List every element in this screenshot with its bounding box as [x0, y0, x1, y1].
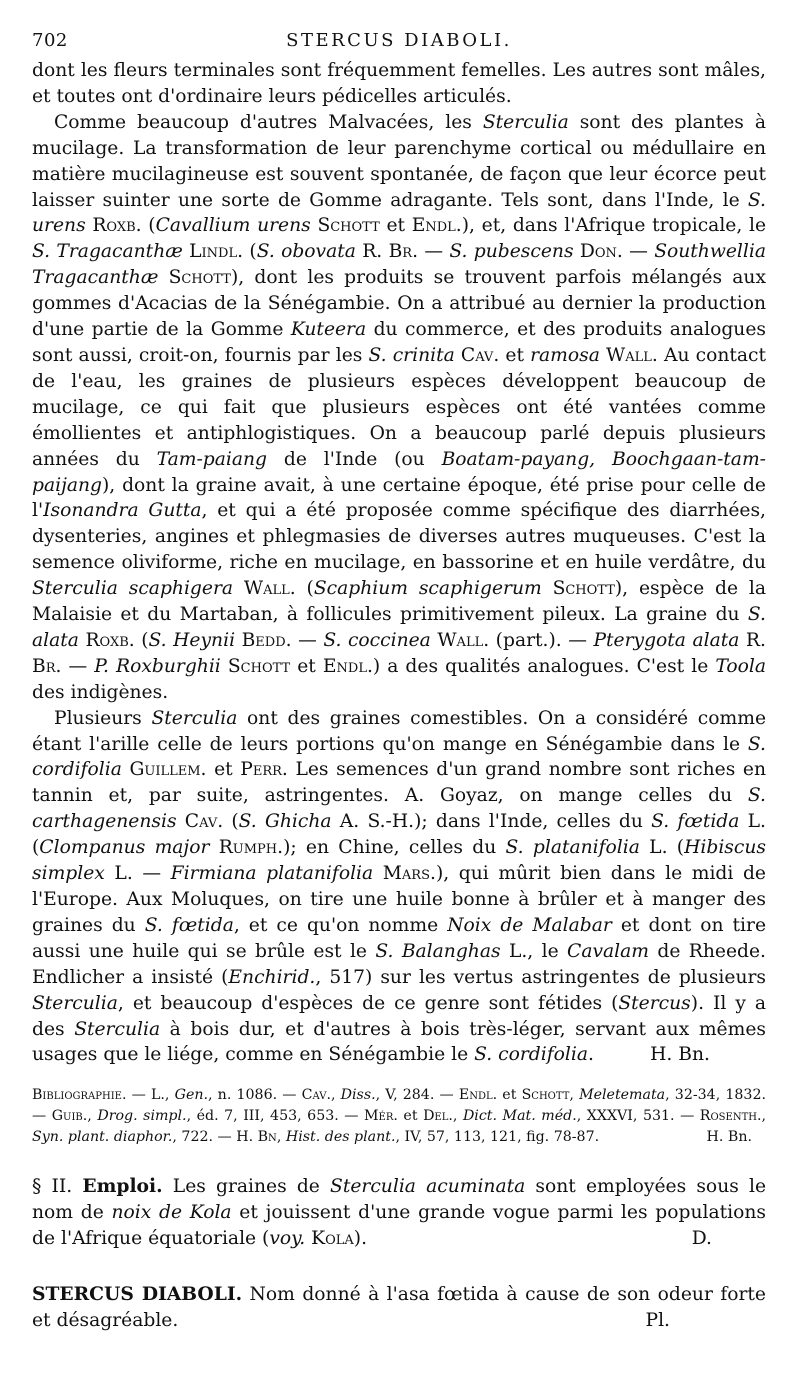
text-run	[177, 811, 185, 832]
text-run-small-caps: Cav.	[460, 344, 500, 366]
text-run-small-caps: Schott	[521, 1087, 570, 1104]
text-run-italic: S. coccinea	[323, 629, 431, 651]
text-run: à bois dur, et d'autres à bois très-léger, servant aux mêmes usages que le liége, comme en Sénégambie le	[32, 1018, 766, 1066]
text-run-italic: S. Ghicha	[238, 811, 332, 833]
text-run: ) a des qualités analogues. C'est le	[372, 655, 716, 677]
text-run: ,	[276, 1129, 286, 1146]
text-run: de l'Inde (ou	[267, 448, 442, 470]
text-run-small-caps: Schott	[552, 578, 615, 600]
text-run-italic: Drog. simpl.	[97, 1108, 187, 1125]
text-run-italic: S. urens	[32, 189, 766, 237]
text-run: , XXXVI, 531. —	[576, 1108, 700, 1125]
bibliography	[32, 1085, 766, 1148]
text-run-italic: Syn. plant. diaphor.	[32, 1129, 173, 1146]
page-number: 702	[32, 30, 68, 51]
text-run: et dont on tire aussi une huile qui se brûle est le	[32, 914, 767, 962]
text-run: Plusieurs	[54, 707, 152, 729]
text-run: R.	[739, 629, 766, 651]
text-run: , V, 284. —	[375, 1087, 459, 1104]
text-run: (	[295, 578, 314, 600]
text-run-italic: Sterculia	[74, 1018, 161, 1040]
text-run-italic: Diss.	[340, 1087, 376, 1104]
text-run: ), dont la graine avait, à une certaine époque, été prise pour celle de l'	[32, 474, 766, 522]
text-run-italic: S. fœtida	[651, 811, 740, 833]
bibliography-signature: H. Bn.	[706, 1129, 752, 1146]
text-run-small-caps: Lindl.	[189, 241, 244, 263]
text-run: et	[497, 1087, 522, 1104]
text-run	[209, 837, 218, 858]
text-run: ,	[761, 1108, 766, 1125]
text-run-italic: P. Roxburghii	[94, 655, 221, 677]
author-signature: H. Bn.	[650, 1044, 710, 1066]
text-run: , éd. 7, III, 453, 653. —	[186, 1108, 365, 1125]
text-run-italic: Hist. des plant.	[285, 1129, 396, 1146]
text-run-italic: Cavalam	[567, 940, 650, 962]
text-run	[158, 267, 168, 288]
text-run: et	[206, 759, 241, 781]
text-run-italic: S. alata	[32, 604, 766, 651]
text-run: Nom donné à l'asa fœtida à cause de son odeur forte et désagréable.	[32, 1284, 766, 1331]
text-run: et	[379, 215, 412, 237]
text-run-small-caps: Perr.	[240, 759, 288, 781]
text-run-italic: S. carthagenensis	[32, 785, 766, 833]
text-run: —	[61, 655, 95, 677]
text-run-small-caps: Mars.	[382, 863, 436, 885]
text-run: et	[499, 344, 531, 366]
section-emploi-text	[32, 1176, 766, 1249]
text-run: L., le	[500, 940, 568, 962]
text-run: , et beaucoup d'espèces de ce genre sont fétides (	[117, 992, 619, 1014]
text-run-italic: Scaphium scaphigerum	[313, 578, 542, 600]
text-run: ), espèce de la Malaisie et du Martaban, à follicules primitivement pileux. La graine du	[32, 578, 766, 626]
text-run-italic: Enchirid.	[228, 966, 316, 988]
text-run: sont des plantes à mucilage. La transformation de leur parenchyme cortical ou médullaire en matière mucilagineuse est souvent spontanée, de façon que leur écorce peut laisser suinter une sorte de Gomme adragante. Tels sont, dans l'Inde, le	[32, 111, 766, 211]
text-run-italic: S. Balanghas	[375, 940, 501, 962]
text-run-small-caps: Cav.	[301, 1087, 331, 1104]
text-run-italic: Southwellia Tragacanthæ	[32, 241, 766, 289]
text-run: ont des graines comestibles. On a considéré comme étant l'arille celle de leurs portions qu'on mange en Sénégambie dans le	[32, 707, 766, 755]
dictionary-entry	[32, 1282, 766, 1334]
text-run-small-caps: Schott	[168, 267, 231, 289]
text-run-italic: Sterculia	[32, 992, 118, 1014]
text-run-italic: Firmiana platanifolia	[170, 863, 374, 885]
entry-signature: Pl.	[645, 1309, 670, 1331]
text-run-italic: Hibiscus simplex	[32, 837, 766, 885]
text-run: ,	[569, 1087, 580, 1104]
text-run: L. —	[104, 863, 171, 885]
text-run: R.	[355, 241, 389, 263]
text-run-italic: S. cordifolia	[32, 733, 766, 781]
text-run-small-caps: Guib.	[51, 1108, 88, 1125]
text-run: et	[397, 1108, 424, 1125]
text-run-small-caps: Endl.	[322, 655, 373, 677]
paragraph-2	[32, 110, 766, 706]
text-run-italic: voy.	[269, 1228, 306, 1250]
text-run: , IV, 57, 113, 121, fig. 78-87.	[395, 1129, 600, 1146]
text-run	[373, 863, 383, 884]
text-run-italic: Noix de Malabar	[447, 914, 612, 936]
article-body	[32, 58, 766, 1068]
text-run-italic: Dict. Mat. méd.	[462, 1108, 577, 1125]
text-run-italic: Meletemata	[579, 1087, 666, 1104]
text-run: ).	[353, 1228, 368, 1250]
text-run-italic: Sterculia scaphigera	[32, 578, 234, 600]
text-run: A. S.-H.); dans l'Inde, celles du	[331, 811, 652, 833]
running-header	[32, 22, 766, 58]
text-run-small-caps: Endl.	[458, 1087, 498, 1104]
text-run: , et ce qu'on nomme	[233, 914, 448, 936]
text-run-italic: Isonandra Gutta	[43, 500, 202, 522]
text-run: Les graines de	[162, 1176, 331, 1198]
text-run-italic: S. crinita	[368, 344, 455, 366]
text-run: (	[134, 629, 149, 651]
text-run-italic: Boatam-payang, Boochgaan-tam-paijang	[32, 448, 766, 496]
text-run-small-caps: Don.	[579, 241, 623, 263]
text-run-italic: S. platanifolia	[505, 837, 640, 859]
text-run: — L.,	[126, 1087, 175, 1104]
section-signature: D.	[691, 1228, 712, 1250]
text-run: et	[290, 655, 323, 677]
text-run-italic: Tam-paiang	[156, 448, 268, 470]
text-run: sont employées sous le nom de	[32, 1176, 767, 1224]
text-run-small-caps: Cav.	[184, 811, 224, 833]
text-run	[233, 578, 244, 599]
text-run-small-caps: Guillem.	[129, 759, 207, 781]
text-run: dont les fleurs terminales sont fréquemment femelles. Les autres sont mâles, et toutes ont d'ordinaire leurs pédicelles articulés.	[32, 60, 766, 107]
text-run: ), et, dans l'Afrique tropicale, le	[461, 215, 767, 237]
text-run: L. (	[639, 837, 685, 859]
text-run	[221, 656, 228, 677]
text-run-italic: Stercus	[618, 992, 691, 1014]
text-run-italic: Cavallium urens	[155, 215, 311, 237]
text-run-italic: Gen.	[174, 1087, 208, 1104]
text-run: Comme beaucoup d'autres Malvacées, les	[54, 111, 483, 133]
text-run: —	[622, 241, 655, 263]
text-run: (	[223, 811, 239, 833]
text-run: ), dont les produits se trouvent parfois mélangés aux gommes d'Acacias de la Sénégambie. On a attribué au dernier la production d'une partie de la Gomme	[32, 267, 766, 341]
text-run-bold: Emploi.	[82, 1175, 163, 1198]
text-run-italic: S. cordifolia	[474, 1044, 588, 1066]
running-head-title: STERCUS DIABOLI.	[286, 30, 512, 51]
text-run-italic: Toola	[715, 655, 766, 677]
text-run: L. (	[32, 811, 766, 859]
bibliography-text	[32, 1087, 766, 1145]
text-run-small-caps: Rosenth.	[699, 1108, 762, 1125]
text-run: du commerce, et des produits analogues sont aussi, croit-on, fournis par les	[32, 319, 766, 366]
text-run: des indigènes.	[32, 681, 169, 703]
paragraph-3-text	[32, 708, 766, 1066]
text-run-bold: STERCUS DIABOLI.	[32, 1283, 243, 1306]
text-run: ,	[452, 1108, 463, 1125]
text-run: , et qui a été proposée comme spécifique des diarrhées, dysenteries, angines et phlegmasies de diverses autres muqueuses. C'est la semence oliviforme, riche en mucilage, en bassorine et en huile verdâtre, du	[32, 500, 766, 574]
text-run-small-caps: Br.	[32, 655, 62, 677]
text-run-italic: Pterygota alata	[593, 629, 740, 651]
text-run-italic: Kuteera	[290, 319, 367, 341]
text-run-small-caps: Endl.	[411, 215, 462, 237]
text-run-italic: ramosa	[530, 344, 600, 366]
text-run	[542, 578, 553, 599]
text-run: Les semences d'un grand nombre sont riches en tannin et, par suite, astringentes. A. Goyaz, on mange celles du	[32, 759, 766, 807]
text-run: ,	[330, 1087, 341, 1104]
text-run: .	[587, 1044, 594, 1066]
text-run-small-caps: Roxb.	[92, 215, 142, 237]
text-run: ), qui mûrit bien dans le midi de l'Europe. Aux Moluques, on tire une huile bonne à brûler et à manger des graines du	[32, 863, 766, 936]
text-run: (part.). —	[489, 629, 594, 651]
text-run-small-caps: Wall.	[437, 629, 490, 651]
text-run-italic: Sterculia	[482, 111, 569, 133]
text-run-small-caps: Br.	[388, 241, 419, 263]
text-run-small-caps: Schott	[227, 655, 291, 677]
text-run-italic: Sterculia	[151, 707, 238, 729]
text-run: et jouissent d'une grande vogue parmi les populations de l'Afrique équatoriale (	[32, 1202, 766, 1250]
text-run-small-caps: Schott	[317, 215, 380, 237]
text-run-small-caps: Rumph.	[218, 837, 284, 859]
text-run: ); en Chine, celles du	[283, 837, 506, 859]
text-run-italic: noix de Kola	[111, 1202, 232, 1224]
text-run: , 722. — H.	[172, 1129, 258, 1146]
text-run-small-caps: Wall.	[243, 578, 296, 600]
text-run: , 517) sur les vertus astringentes de plusieurs	[315, 966, 767, 988]
text-run: Au contact de l'eau, les graines de plusieurs espèces développent beaucoup de mucilage, ce qui fait que plusieurs espèces ont été vantées comme émollientes et antiphlogistiques. On a beaucoup parlé depuis plusieurs années du	[32, 344, 766, 470]
text-run: —	[418, 241, 450, 263]
text-run: , 32-34, 1832. —	[32, 1087, 766, 1125]
paragraph-3	[32, 706, 766, 1069]
text-run-small-caps: Bedd.	[241, 629, 292, 651]
text-run: § II.	[32, 1176, 83, 1198]
text-run-italic: S. Tragacanthæ	[32, 241, 183, 263]
text-run-small-caps: Wall.	[606, 344, 658, 366]
text-run-small-caps: Roxb.	[85, 629, 135, 651]
text-run-italic: S. pubescens	[449, 241, 574, 263]
text-run-small-caps: Del.	[423, 1108, 453, 1125]
text-run: (	[141, 215, 156, 237]
text-run: , n. 1086. —	[208, 1087, 302, 1104]
text-run-small-caps: Kola	[311, 1228, 354, 1250]
text-run-small-caps: Mér.	[364, 1108, 398, 1125]
text-run-italic: Sterculia acuminata	[330, 1176, 526, 1198]
page	[32, 22, 766, 1334]
text-run-small-caps: Bn	[257, 1129, 277, 1146]
text-run: (	[243, 241, 257, 263]
text-run: ). Il y a des	[32, 992, 767, 1040]
text-run-italic: S. obovata	[256, 241, 356, 263]
text-run: ,	[87, 1108, 98, 1125]
text-run-italic: S. fœtida	[144, 914, 234, 936]
text-run-italic: Clompanus major	[39, 837, 210, 859]
text-run-italic: S. Heynii	[148, 629, 236, 651]
text-run-small-caps: Bibliographie.	[32, 1087, 127, 1104]
paragraph-1	[32, 58, 766, 110]
text-run: de Rheede. Endlicher a insisté (	[32, 940, 766, 988]
section-emploi	[32, 1174, 766, 1252]
text-run: —	[291, 629, 324, 651]
